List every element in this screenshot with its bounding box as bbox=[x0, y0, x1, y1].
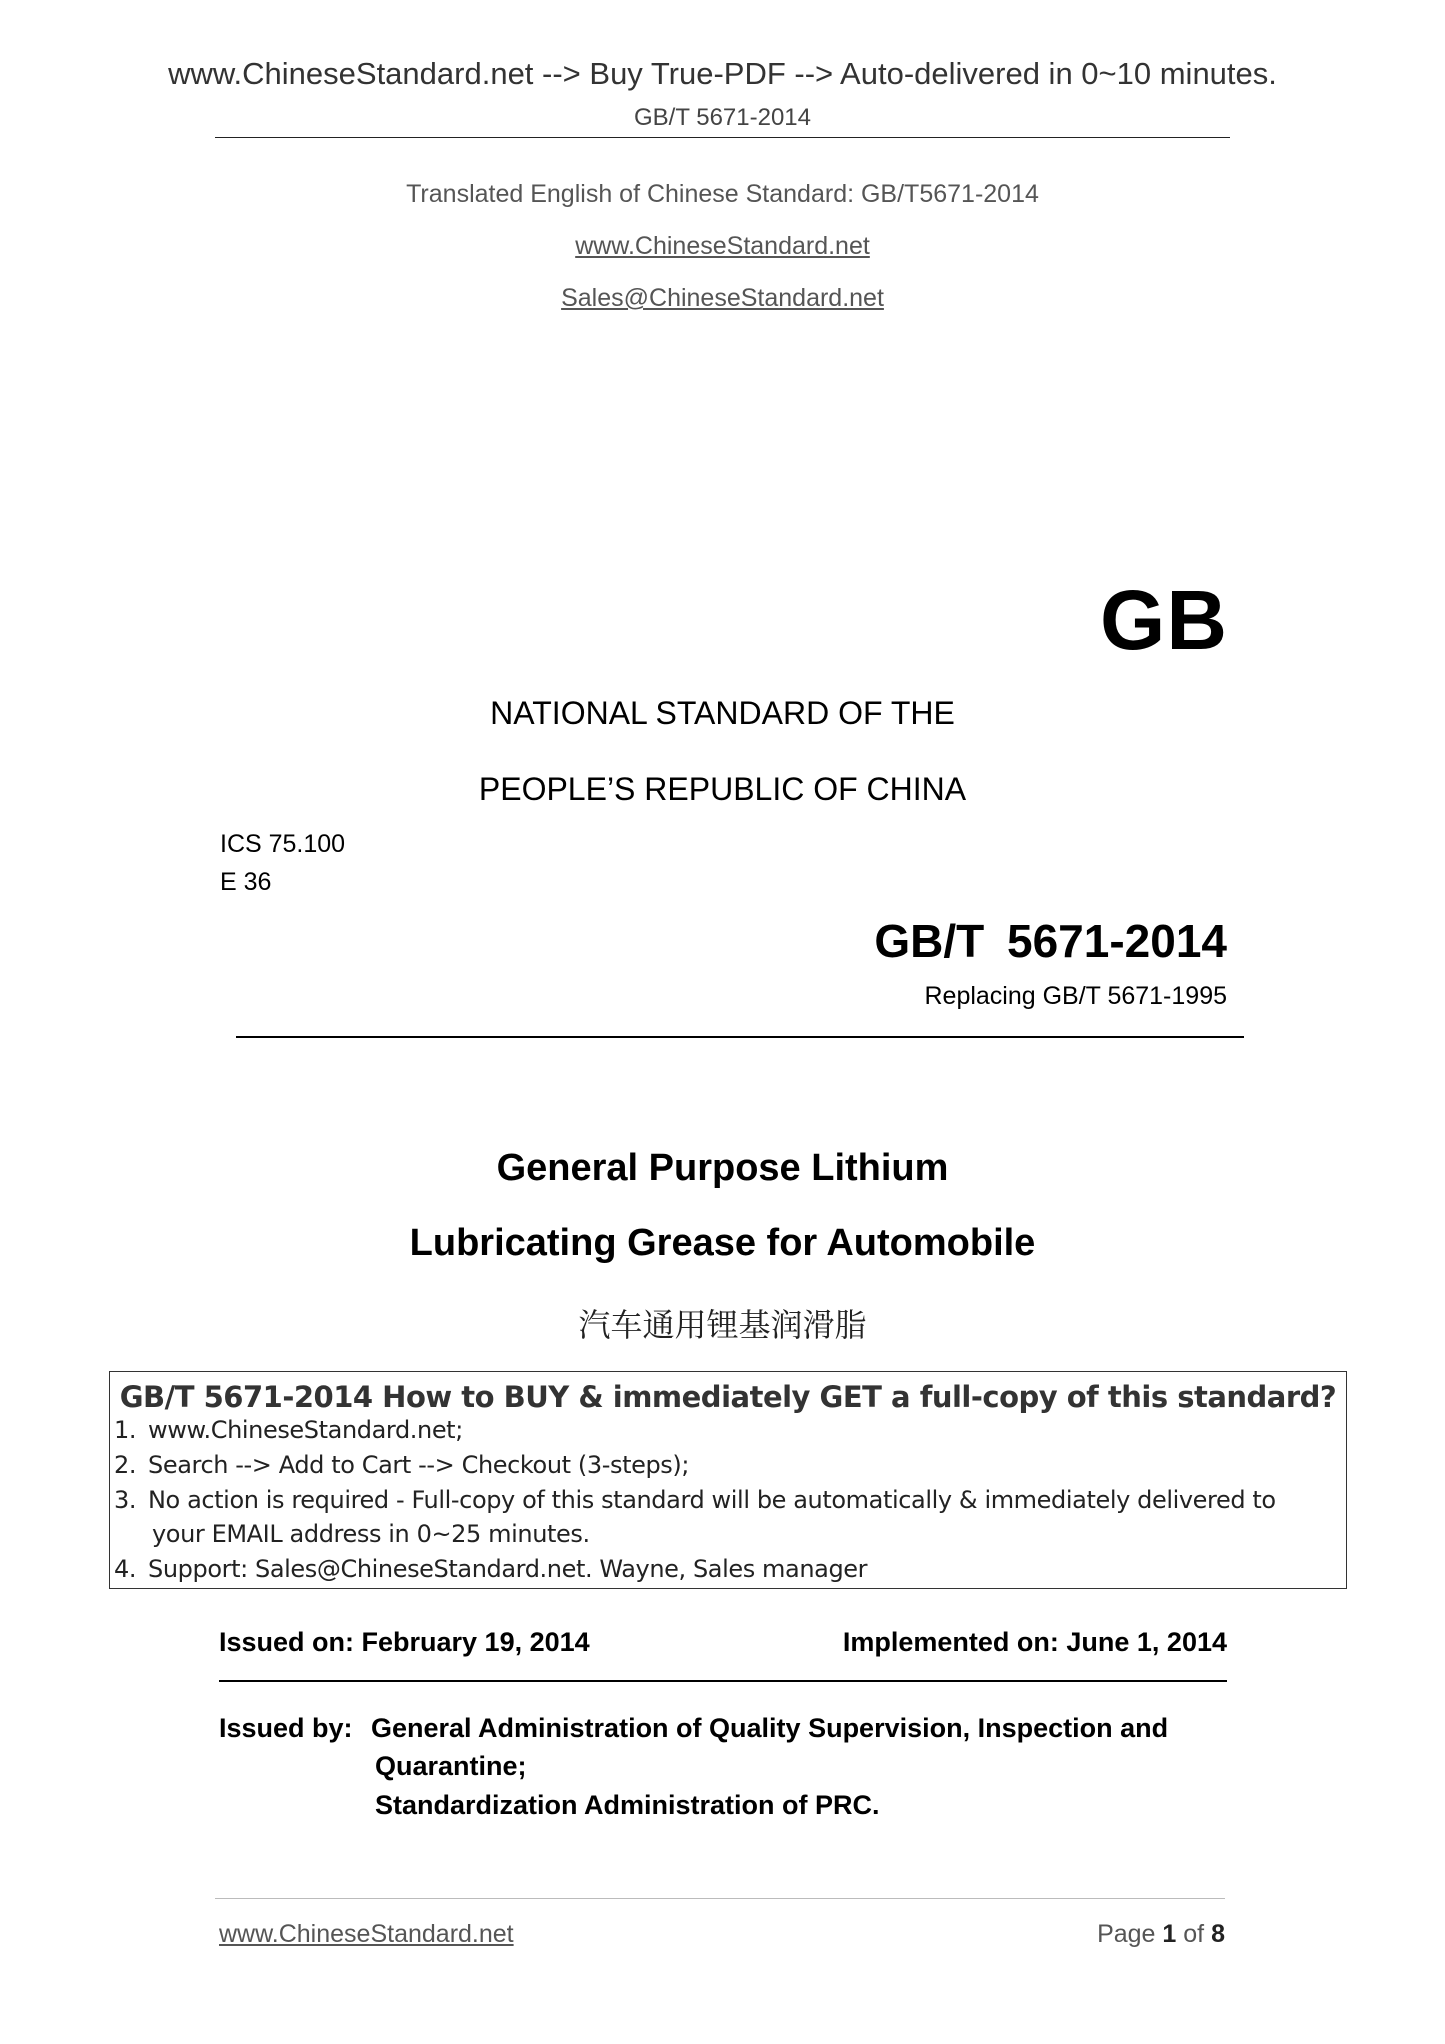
cover-divider bbox=[236, 1036, 1244, 1038]
translation-note: Translated English of Chinese Standard: GB/T5671-2014 bbox=[406, 180, 1039, 208]
page-prefix: Page bbox=[1097, 1920, 1156, 1948]
gb-mark: GB bbox=[1100, 573, 1228, 667]
step-text: Support: Sales@ChineseStandard.net. Wayne, Sales manager bbox=[148, 1555, 868, 1583]
buy-heading: GB/T 5671-2014 How to BUY & immediately GET a full-copy of this standard? bbox=[119, 1380, 1337, 1414]
header-divider bbox=[215, 137, 1230, 138]
step-text: Search --> Add to Cart --> Checkout (3-steps); bbox=[148, 1451, 690, 1479]
footer-divider bbox=[215, 1898, 1225, 1899]
sales-email-link[interactable]: Sales@ChineseStandard.net bbox=[561, 284, 884, 312]
buy-step-4 bbox=[114, 1555, 867, 1583]
standard-number: GB/T 5671-2014 bbox=[874, 915, 1227, 967]
page-indicator bbox=[1097, 1920, 1225, 1949]
implemented-date: Implemented on: June 1, 2014 bbox=[842, 1627, 1227, 1657]
title-chinese: 汽车通用锂基润滑脂 bbox=[578, 1306, 867, 1344]
title-line1: General Purpose Lithium bbox=[496, 1147, 949, 1189]
dates-divider bbox=[219, 1680, 1227, 1682]
step-number: 3. bbox=[114, 1486, 137, 1514]
issued-date: Issued on: February 19, 2014 bbox=[219, 1627, 590, 1657]
footer-website-link[interactable]: www.ChineseStandard.net bbox=[219, 1920, 514, 1948]
issuer-1: General Administration of Quality Supervision, Inspection and bbox=[371, 1713, 1169, 1743]
step-number: 2. bbox=[114, 1451, 137, 1479]
page-total: 8 bbox=[1211, 1920, 1225, 1948]
issuer-2: Standardization Administration of PRC. bbox=[375, 1790, 880, 1820]
buy-step-1 bbox=[114, 1416, 463, 1444]
buy-step-2 bbox=[114, 1451, 689, 1479]
replacing-note: Replacing GB/T 5671-1995 bbox=[924, 982, 1227, 1010]
classification-code: E 36 bbox=[220, 868, 272, 896]
page-current: 1 bbox=[1162, 1920, 1177, 1948]
issuer-1-continued: Quarantine; bbox=[375, 1751, 527, 1781]
title-line2: Lubricating Grease for Automobile bbox=[409, 1222, 1036, 1264]
step-text[interactable]: www.ChineseStandard.net; bbox=[148, 1416, 463, 1444]
national-standard-line1: NATIONAL STANDARD OF THE bbox=[490, 695, 955, 731]
step-text: No action is required - Full-copy of this standard will be automatically & immediately delivered to bbox=[148, 1486, 1276, 1514]
page-of: of bbox=[1183, 1920, 1205, 1948]
step-number: 1. bbox=[114, 1416, 137, 1444]
buy-instructions-box bbox=[109, 1371, 1347, 1589]
header-standard-code: GB/T 5671-2014 bbox=[633, 104, 811, 131]
website-link[interactable]: www.ChineseStandard.net bbox=[575, 232, 870, 260]
buy-step-3 bbox=[114, 1486, 1276, 1514]
national-standard-line2: PEOPLE’S REPUBLIC OF CHINA bbox=[478, 771, 967, 807]
step-number: 4. bbox=[114, 1555, 137, 1583]
top-banner: www.ChineseStandard.net --> Buy True-PDF --> Auto-delivered in 0~10 minutes. bbox=[168, 56, 1277, 91]
buy-step-3-continued: your EMAIL address in 0~25 minutes. bbox=[152, 1520, 590, 1548]
ics-code: ICS 75.100 bbox=[220, 830, 346, 858]
issued-by-label: Issued by: bbox=[219, 1713, 353, 1743]
